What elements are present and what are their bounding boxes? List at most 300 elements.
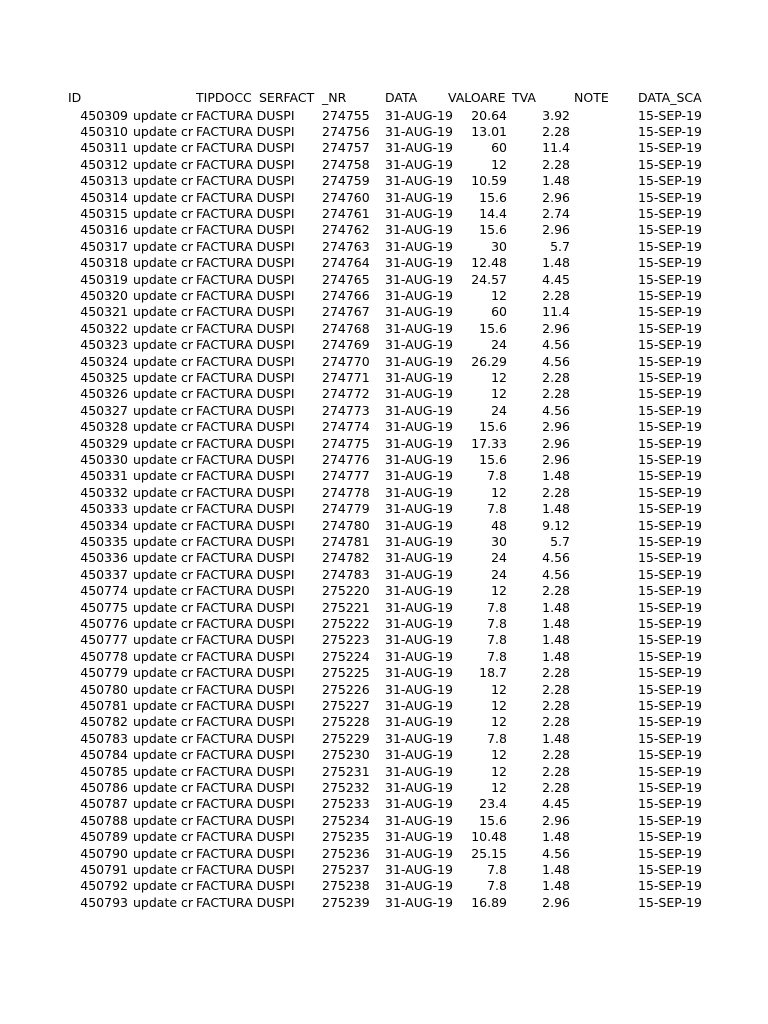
- cell-nr: 274777: [322, 468, 370, 484]
- cell-id-group: [68, 698, 194, 714]
- cell-id-group: [68, 337, 194, 353]
- cell-tipdoc: update cr: [133, 419, 194, 435]
- cell-valoare: 14.4: [479, 205, 507, 221]
- cell-data-sca: 15-SEP-19: [638, 730, 702, 746]
- cell-nr: 275238: [322, 878, 370, 894]
- cell-serfact: FACTURA DUSPI: [196, 402, 295, 418]
- cell-nr: 274772: [322, 386, 370, 402]
- cell-valoare: 12: [491, 369, 507, 385]
- table-row: [0, 682, 768, 698]
- cell-id: 450786: [80, 779, 128, 795]
- cell-valoare: 15.6: [479, 419, 507, 435]
- cell-data-sca: 15-SEP-19: [638, 878, 702, 894]
- cell-data-sca: 15-SEP-19: [638, 697, 702, 713]
- table-row: [0, 206, 768, 222]
- cell-id-group: [68, 682, 194, 698]
- cell-data-sca: 15-SEP-19: [638, 550, 702, 566]
- cell-tva: 1.48: [542, 648, 570, 664]
- cell-id-group: [68, 813, 194, 829]
- cell-serfact: FACTURA DUSPI: [196, 599, 295, 615]
- cell-tva: 1.48: [542, 829, 570, 845]
- cell-id: 450774: [80, 583, 128, 599]
- cell-tipdoc: update cr: [133, 271, 194, 287]
- cell-data: 31-AUG-19: [385, 189, 453, 205]
- cell-id: 450315: [80, 205, 128, 221]
- cell-tva: 5.7: [550, 533, 570, 549]
- cell-data-sca: 15-SEP-19: [638, 353, 702, 369]
- cell-data-sca: 15-SEP-19: [638, 747, 702, 763]
- cell-tipdoc: update cr: [133, 599, 194, 615]
- table-row: [0, 518, 768, 534]
- table-row: [0, 304, 768, 320]
- cell-serfact: FACTURA DUSPI: [196, 501, 295, 517]
- cell-data: 31-AUG-19: [385, 615, 453, 631]
- cell-id-group: [68, 534, 194, 550]
- cell-data: 31-AUG-19: [385, 550, 453, 566]
- header-data-sca: DATA_SCA: [638, 90, 702, 105]
- table-row: [0, 796, 768, 812]
- cell-id: 450787: [80, 796, 128, 812]
- cell-id: 450317: [80, 238, 128, 254]
- cell-tva: 2.96: [542, 320, 570, 336]
- cell-tipdoc: update cr: [133, 501, 194, 517]
- cell-tva: 2.28: [542, 697, 570, 713]
- cell-id-group: [68, 846, 194, 862]
- cell-data: 31-AUG-19: [385, 140, 453, 156]
- cell-data: 31-AUG-19: [385, 714, 453, 730]
- cell-id: 450313: [80, 173, 128, 189]
- cell-tva: 11.4: [542, 140, 570, 156]
- cell-id: 450331: [80, 468, 128, 484]
- cell-valoare: 30: [491, 238, 507, 254]
- cell-tva: 9.12: [542, 517, 570, 533]
- cell-id: 450788: [80, 812, 128, 828]
- cell-tva: 1.48: [542, 599, 570, 615]
- cell-id-group: [68, 304, 194, 320]
- cell-tipdoc: update cr: [133, 156, 194, 172]
- cell-id: 450333: [80, 501, 128, 517]
- cell-tva: 1.48: [542, 878, 570, 894]
- cell-tva: 2.28: [542, 714, 570, 730]
- table-row: [0, 140, 768, 156]
- cell-id-group: [68, 321, 194, 337]
- cell-nr: 275230: [322, 747, 370, 763]
- table-row: [0, 846, 768, 862]
- cell-data-sca: 15-SEP-19: [638, 517, 702, 533]
- cell-nr: 274765: [322, 271, 370, 287]
- table-row: [0, 321, 768, 337]
- cell-data: 31-AUG-19: [385, 648, 453, 664]
- cell-tipdoc: update cr: [133, 845, 194, 861]
- cell-serfact: FACTURA DUSPI: [196, 533, 295, 549]
- cell-tva: 2.28: [542, 386, 570, 402]
- cell-data: 31-AUG-19: [385, 287, 453, 303]
- cell-nr: 275222: [322, 615, 370, 631]
- table-row: [0, 485, 768, 501]
- cell-id: 450321: [80, 304, 128, 320]
- cell-serfact: FACTURA DUSPI: [196, 484, 295, 500]
- cell-valoare: 13.01: [471, 123, 507, 139]
- cell-data: 31-AUG-19: [385, 845, 453, 861]
- cell-id-group: [68, 386, 194, 402]
- cell-data-sca: 15-SEP-19: [638, 271, 702, 287]
- cell-serfact: FACTURA DUSPI: [196, 238, 295, 254]
- cell-tipdoc: update cr: [133, 665, 194, 681]
- cell-id: 450790: [80, 845, 128, 861]
- cell-data-sca: 15-SEP-19: [638, 648, 702, 664]
- cell-data: 31-AUG-19: [385, 517, 453, 533]
- cell-data: 31-AUG-19: [385, 632, 453, 648]
- table-row: [0, 616, 768, 632]
- cell-valoare: 7.8: [487, 861, 507, 877]
- cell-data-sca: 15-SEP-19: [638, 238, 702, 254]
- cell-nr: 274766: [322, 287, 370, 303]
- cell-tipdoc: update cr: [133, 681, 194, 697]
- cell-valoare: 12: [491, 779, 507, 795]
- table-row: [0, 813, 768, 829]
- cell-data: 31-AUG-19: [385, 796, 453, 812]
- cell-data: 31-AUG-19: [385, 123, 453, 139]
- cell-data: 31-AUG-19: [385, 468, 453, 484]
- cell-valoare: 10.48: [471, 829, 507, 845]
- cell-valoare: 48: [491, 517, 507, 533]
- cell-data-sca: 15-SEP-19: [638, 189, 702, 205]
- table-row: [0, 862, 768, 878]
- table-row: [0, 534, 768, 550]
- cell-valoare: 12: [491, 386, 507, 402]
- cell-tva: 2.28: [542, 763, 570, 779]
- cell-data-sca: 15-SEP-19: [638, 369, 702, 385]
- cell-id-group: [68, 829, 194, 845]
- cell-id-group: [68, 550, 194, 566]
- cell-data-sca: 15-SEP-19: [638, 845, 702, 861]
- cell-data-sca: 15-SEP-19: [638, 681, 702, 697]
- cell-id-group: [68, 796, 194, 812]
- cell-tva: 1.48: [542, 730, 570, 746]
- cell-id-group: [68, 272, 194, 288]
- cell-serfact: FACTURA DUSPI: [196, 517, 295, 533]
- cell-valoare: 12: [491, 484, 507, 500]
- cell-id: 450330: [80, 451, 128, 467]
- cell-valoare: 7.8: [487, 632, 507, 648]
- cell-data: 31-AUG-19: [385, 812, 453, 828]
- cell-nr: 275231: [322, 763, 370, 779]
- cell-tva: 4.56: [542, 402, 570, 418]
- cell-nr: 275224: [322, 648, 370, 664]
- cell-data: 31-AUG-19: [385, 238, 453, 254]
- cell-tipdoc: update cr: [133, 320, 194, 336]
- cell-tipdoc: update cr: [133, 484, 194, 500]
- cell-tva: 1.48: [542, 501, 570, 517]
- cell-data-sca: 15-SEP-19: [638, 861, 702, 877]
- cell-serfact: FACTURA DUSPI: [196, 812, 295, 828]
- cell-id: 450783: [80, 730, 128, 746]
- cell-serfact: FACTURA DUSPI: [196, 878, 295, 894]
- cell-id-group: [68, 583, 194, 599]
- cell-data-sca: 15-SEP-19: [638, 632, 702, 648]
- cell-valoare: 15.6: [479, 222, 507, 238]
- table-row: [0, 403, 768, 419]
- cell-id: 450779: [80, 665, 128, 681]
- cell-tva: 1.48: [542, 468, 570, 484]
- cell-nr: 275236: [322, 845, 370, 861]
- cell-nr: 275221: [322, 599, 370, 615]
- cell-serfact: FACTURA DUSPI: [196, 353, 295, 369]
- cell-data: 31-AUG-19: [385, 205, 453, 221]
- cell-valoare: 17.33: [471, 435, 507, 451]
- table-row: [0, 157, 768, 173]
- cell-id-group: [68, 649, 194, 665]
- cell-tva: 2.28: [542, 123, 570, 139]
- cell-id: 450332: [80, 484, 128, 500]
- cell-tipdoc: update cr: [133, 632, 194, 648]
- cell-tipdoc: update cr: [133, 123, 194, 139]
- cell-serfact: FACTURA DUSPI: [196, 451, 295, 467]
- cell-id: 450776: [80, 615, 128, 631]
- header-nr: _NR: [322, 90, 347, 105]
- cell-data-sca: 15-SEP-19: [638, 386, 702, 402]
- table-row: [0, 452, 768, 468]
- table-row: [0, 436, 768, 452]
- cell-id: 450336: [80, 550, 128, 566]
- cell-id: 450775: [80, 599, 128, 615]
- cell-valoare: 12: [491, 747, 507, 763]
- cell-id: 450322: [80, 320, 128, 336]
- cell-id: 450334: [80, 517, 128, 533]
- cell-serfact: FACTURA DUSPI: [196, 419, 295, 435]
- cell-nr: 274774: [322, 419, 370, 435]
- cell-nr: 275234: [322, 812, 370, 828]
- table-row: [0, 239, 768, 255]
- cell-tva: 1.48: [542, 173, 570, 189]
- cell-id-group: [68, 501, 194, 517]
- cell-data-sca: 15-SEP-19: [638, 123, 702, 139]
- cell-id: 450337: [80, 566, 128, 582]
- cell-serfact: FACTURA DUSPI: [196, 156, 295, 172]
- cell-data: 31-AUG-19: [385, 320, 453, 336]
- cell-nr: 274756: [322, 123, 370, 139]
- cell-id-group: [68, 436, 194, 452]
- cell-serfact: FACTURA DUSPI: [196, 894, 295, 910]
- cell-nr: 274776: [322, 451, 370, 467]
- cell-data-sca: 15-SEP-19: [638, 320, 702, 336]
- cell-id: 450781: [80, 697, 128, 713]
- cell-data: 31-AUG-19: [385, 173, 453, 189]
- table-row: [0, 632, 768, 648]
- cell-serfact: FACTURA DUSPI: [196, 255, 295, 271]
- cell-tipdoc: update cr: [133, 829, 194, 845]
- cell-serfact: FACTURA DUSPI: [196, 304, 295, 320]
- header-serfact: SERFACT: [259, 90, 315, 105]
- cell-id-group: [68, 140, 194, 156]
- cell-tva: 2.96: [542, 419, 570, 435]
- cell-tipdoc: update cr: [133, 222, 194, 238]
- cell-nr: 275223: [322, 632, 370, 648]
- cell-id: 450777: [80, 632, 128, 648]
- cell-id: 450319: [80, 271, 128, 287]
- cell-tva: 2.28: [542, 779, 570, 795]
- table-row: [0, 764, 768, 780]
- cell-serfact: FACTURA DUSPI: [196, 123, 295, 139]
- cell-tva: 2.74: [542, 205, 570, 221]
- cell-tipdoc: update cr: [133, 517, 194, 533]
- cell-id: 450309: [80, 107, 128, 123]
- cell-data: 31-AUG-19: [385, 271, 453, 287]
- cell-valoare: 60: [491, 304, 507, 320]
- header-id: ID: [68, 90, 82, 105]
- cell-serfact: FACTURA DUSPI: [196, 369, 295, 385]
- cell-serfact: FACTURA DUSPI: [196, 648, 295, 664]
- cell-id-group: [68, 157, 194, 173]
- table-row: [0, 354, 768, 370]
- table-row: [0, 386, 768, 402]
- cell-data-sca: 15-SEP-19: [638, 812, 702, 828]
- cell-tipdoc: update cr: [133, 861, 194, 877]
- cell-nr: 274755: [322, 107, 370, 123]
- cell-id: 450318: [80, 255, 128, 271]
- cell-nr: 275229: [322, 730, 370, 746]
- cell-serfact: FACTURA DUSPI: [196, 386, 295, 402]
- cell-serfact: FACTURA DUSPI: [196, 173, 295, 189]
- cell-valoare: 12: [491, 681, 507, 697]
- cell-nr: 275235: [322, 829, 370, 845]
- cell-tva: 1.48: [542, 615, 570, 631]
- cell-data: 31-AUG-19: [385, 402, 453, 418]
- cell-nr: 274757: [322, 140, 370, 156]
- cell-nr: 274763: [322, 238, 370, 254]
- cell-id: 450312: [80, 156, 128, 172]
- header-tva: TVA: [512, 90, 536, 105]
- cell-tva: 2.96: [542, 189, 570, 205]
- cell-data-sca: 15-SEP-19: [638, 665, 702, 681]
- cell-tipdoc: update cr: [133, 878, 194, 894]
- cell-id: 450311: [80, 140, 128, 156]
- cell-nr: 274773: [322, 402, 370, 418]
- cell-tva: 1.48: [542, 255, 570, 271]
- cell-valoare: 12: [491, 156, 507, 172]
- cell-data: 31-AUG-19: [385, 861, 453, 877]
- cell-nr: 274771: [322, 369, 370, 385]
- cell-tipdoc: update cr: [133, 779, 194, 795]
- cell-id: 450335: [80, 533, 128, 549]
- cell-valoare: 12.48: [471, 255, 507, 271]
- cell-id-group: [68, 452, 194, 468]
- cell-valoare: 15.6: [479, 812, 507, 828]
- cell-valoare: 25.15: [471, 845, 507, 861]
- table-row: [0, 501, 768, 517]
- cell-valoare: 30: [491, 533, 507, 549]
- cell-data: 31-AUG-19: [385, 566, 453, 582]
- cell-id: 450778: [80, 648, 128, 664]
- cell-id-group: [68, 485, 194, 501]
- cell-serfact: FACTURA DUSPI: [196, 681, 295, 697]
- cell-serfact: FACTURA DUSPI: [196, 714, 295, 730]
- table-row: [0, 173, 768, 189]
- cell-valoare: 15.6: [479, 320, 507, 336]
- cell-data: 31-AUG-19: [385, 386, 453, 402]
- cell-tva: 4.56: [542, 566, 570, 582]
- cell-data-sca: 15-SEP-19: [638, 402, 702, 418]
- cell-tva: 4.56: [542, 337, 570, 353]
- cell-valoare: 12: [491, 763, 507, 779]
- cell-serfact: FACTURA DUSPI: [196, 566, 295, 582]
- cell-id-group: [68, 239, 194, 255]
- cell-tva: 3.92: [542, 107, 570, 123]
- cell-id-group: [68, 600, 194, 616]
- cell-valoare: 7.8: [487, 878, 507, 894]
- cell-tva: 2.28: [542, 665, 570, 681]
- cell-tipdoc: update cr: [133, 255, 194, 271]
- cell-id: 450793: [80, 894, 128, 910]
- cell-data-sca: 15-SEP-19: [638, 894, 702, 910]
- cell-serfact: FACTURA DUSPI: [196, 550, 295, 566]
- cell-tipdoc: update cr: [133, 714, 194, 730]
- cell-serfact: FACTURA DUSPI: [196, 107, 295, 123]
- cell-valoare: 7.8: [487, 730, 507, 746]
- cell-valoare: 24.57: [471, 271, 507, 287]
- cell-tipdoc: update cr: [133, 648, 194, 664]
- cell-valoare: 24: [491, 550, 507, 566]
- cell-data: 31-AUG-19: [385, 156, 453, 172]
- cell-id-group: [68, 780, 194, 796]
- cell-data: 31-AUG-19: [385, 747, 453, 763]
- cell-serfact: FACTURA DUSPI: [196, 763, 295, 779]
- cell-data: 31-AUG-19: [385, 435, 453, 451]
- cell-data-sca: 15-SEP-19: [638, 435, 702, 451]
- cell-tva: 2.96: [542, 435, 570, 451]
- cell-tipdoc: update cr: [133, 550, 194, 566]
- cell-tipdoc: update cr: [133, 796, 194, 812]
- cell-data-sca: 15-SEP-19: [638, 140, 702, 156]
- cell-data-sca: 15-SEP-19: [638, 107, 702, 123]
- cell-id-group: [68, 518, 194, 534]
- cell-tipdoc: update cr: [133, 566, 194, 582]
- cell-tipdoc: update cr: [133, 173, 194, 189]
- cell-id-group: [68, 632, 194, 648]
- cell-data-sca: 15-SEP-19: [638, 714, 702, 730]
- cell-data: 31-AUG-19: [385, 255, 453, 271]
- cell-nr: 274782: [322, 550, 370, 566]
- cell-data: 31-AUG-19: [385, 484, 453, 500]
- table-row: [0, 714, 768, 730]
- cell-serfact: FACTURA DUSPI: [196, 665, 295, 681]
- cell-tipdoc: update cr: [133, 583, 194, 599]
- table-row: [0, 190, 768, 206]
- cell-tva: 1.48: [542, 632, 570, 648]
- cell-id-group: [68, 206, 194, 222]
- cell-serfact: FACTURA DUSPI: [196, 829, 295, 845]
- table-row: [0, 780, 768, 796]
- cell-data-sca: 15-SEP-19: [638, 222, 702, 238]
- cell-serfact: FACTURA DUSPI: [196, 140, 295, 156]
- cell-nr: 274779: [322, 501, 370, 517]
- cell-data: 31-AUG-19: [385, 353, 453, 369]
- cell-serfact: FACTURA DUSPI: [196, 205, 295, 221]
- cell-valoare: 24: [491, 402, 507, 418]
- table-row: [0, 665, 768, 681]
- table-row: [0, 419, 768, 435]
- cell-id-group: [68, 173, 194, 189]
- cell-nr: 274768: [322, 320, 370, 336]
- table-row: [0, 288, 768, 304]
- cell-valoare: 12: [491, 583, 507, 599]
- cell-id-group: [68, 468, 194, 484]
- cell-nr: 274778: [322, 484, 370, 500]
- cell-serfact: FACTURA DUSPI: [196, 468, 295, 484]
- cell-id: 450784: [80, 747, 128, 763]
- cell-serfact: FACTURA DUSPI: [196, 337, 295, 353]
- cell-nr: 275226: [322, 681, 370, 697]
